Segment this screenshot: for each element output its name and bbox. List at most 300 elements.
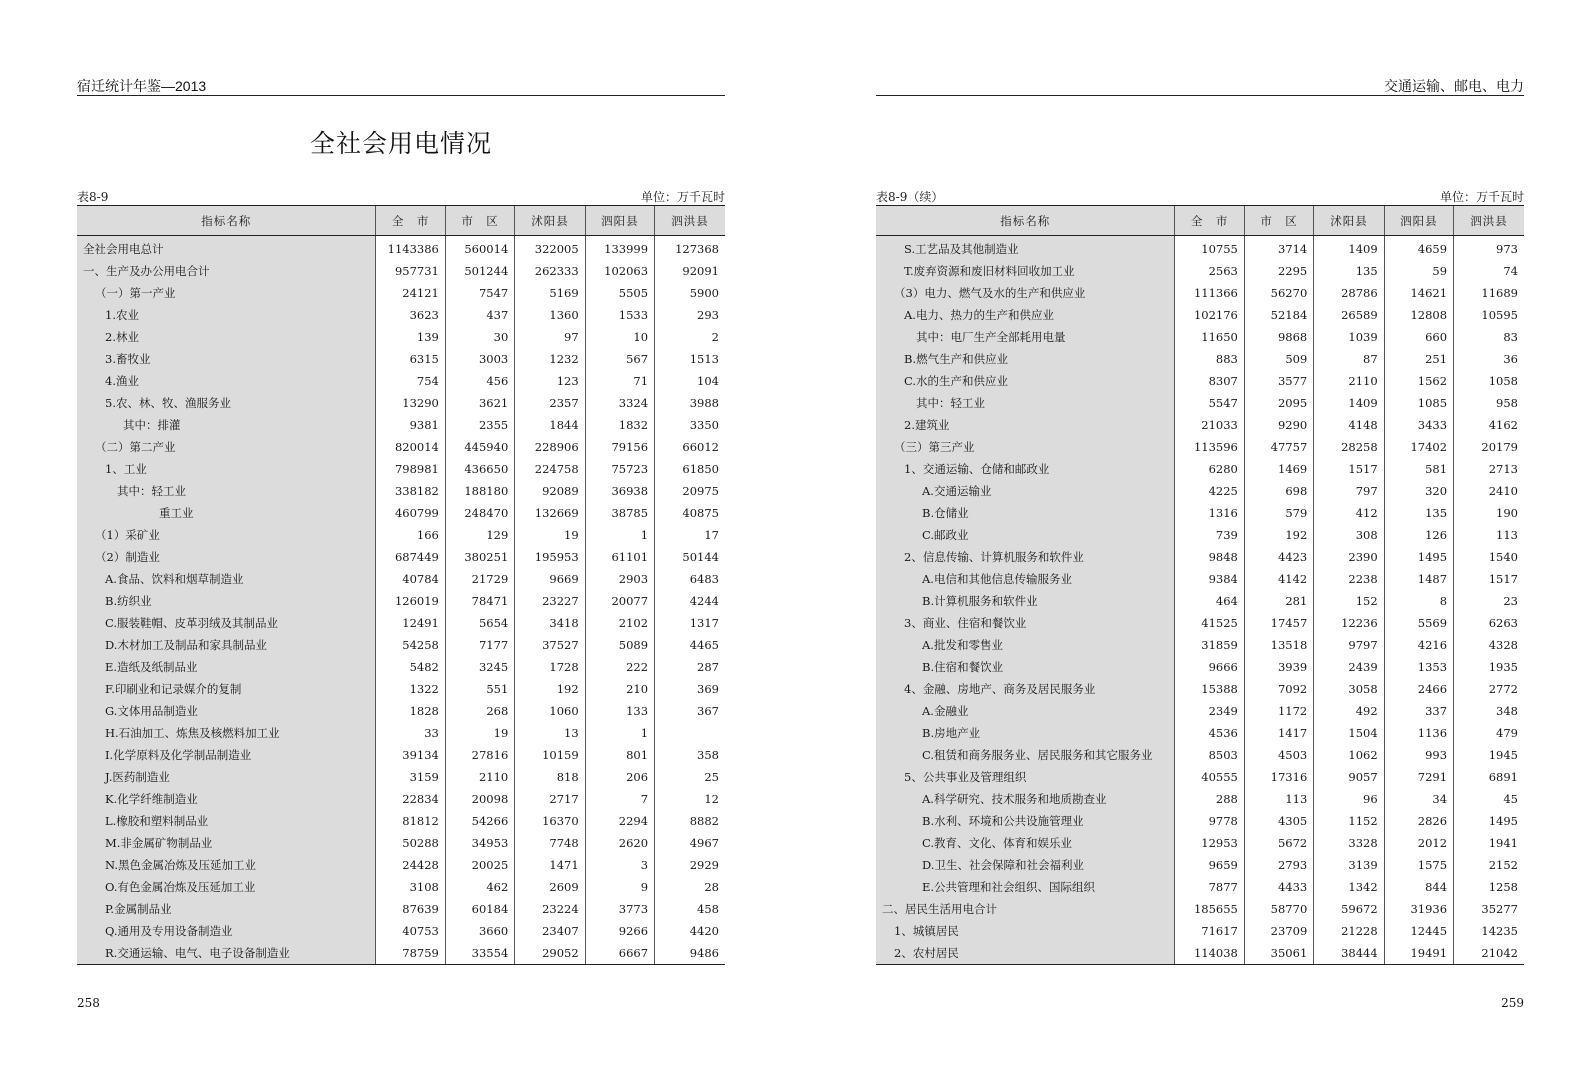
table-cell: 818 bbox=[515, 766, 585, 788]
table-cell: 17402 bbox=[1384, 436, 1453, 458]
table-cell: 2717 bbox=[515, 788, 585, 810]
table-cell: 1 bbox=[585, 524, 654, 546]
running-head-text: 交通运输、邮电、电力 bbox=[1384, 78, 1524, 94]
table-cell: 126019 bbox=[376, 590, 445, 612]
table-row bbox=[876, 480, 1524, 502]
table-cell: 66012 bbox=[655, 436, 725, 458]
table-cell: 820014 bbox=[376, 436, 445, 458]
table-cell: 113 bbox=[1454, 524, 1524, 546]
table-cell: 2295 bbox=[1244, 260, 1313, 282]
table-cell: 17457 bbox=[1244, 612, 1313, 634]
running-head bbox=[876, 76, 1524, 96]
table-cell: 798981 bbox=[376, 458, 445, 480]
table-row bbox=[876, 458, 1524, 480]
table-cell: 2563 bbox=[1175, 260, 1244, 282]
table-cell: 34 bbox=[1384, 788, 1453, 810]
row-label: K.化学纤维制造业 bbox=[77, 788, 376, 810]
table-cell: 2609 bbox=[515, 876, 585, 898]
table-cell: 1533 bbox=[585, 304, 654, 326]
table-cell: 2410 bbox=[1454, 480, 1524, 502]
left-page bbox=[77, 0, 725, 1077]
row-label: 4.渔业 bbox=[77, 370, 376, 392]
table-cell: 4433 bbox=[1244, 876, 1313, 898]
table-cell: 33554 bbox=[445, 942, 514, 965]
table-cell: 551 bbox=[445, 678, 514, 700]
table-cell: 1152 bbox=[1314, 810, 1384, 832]
row-label: C.服装鞋帽、皮革羽绒及其制品业 bbox=[77, 612, 376, 634]
table-cell: 9848 bbox=[1175, 546, 1244, 568]
table-cell: 6263 bbox=[1454, 612, 1524, 634]
table-cell: 4142 bbox=[1244, 568, 1313, 590]
table-cell: 9868 bbox=[1244, 326, 1313, 348]
table-cell: 111366 bbox=[1175, 282, 1244, 304]
table-cell: 6667 bbox=[585, 942, 654, 965]
table-cell: 10755 bbox=[1175, 236, 1244, 261]
table-cell: 74 bbox=[1454, 260, 1524, 282]
row-label: 二、居民生活用电合计 bbox=[876, 898, 1175, 920]
table-cell: 2152 bbox=[1454, 854, 1524, 876]
row-label: S.工艺品及其他制造业 bbox=[876, 236, 1175, 261]
table-row bbox=[876, 678, 1524, 700]
table-cell: 20077 bbox=[585, 590, 654, 612]
row-label: E.公共管理和社会组织、国际组织 bbox=[876, 876, 1175, 898]
table-cell: 4423 bbox=[1244, 546, 1313, 568]
table-cell: 113 bbox=[1244, 788, 1313, 810]
table-cell: 1143386 bbox=[376, 236, 445, 261]
table-cell: 3108 bbox=[376, 876, 445, 898]
row-label: B.住宿和餐饮业 bbox=[876, 656, 1175, 678]
table-cell: 4503 bbox=[1244, 744, 1313, 766]
table-cell: 2903 bbox=[585, 568, 654, 590]
unit-label: 单位：万千瓦时 bbox=[1439, 190, 1524, 204]
table-cell: 3418 bbox=[515, 612, 585, 634]
column-header: 全 市 bbox=[376, 206, 445, 236]
table-cell: 509 bbox=[1244, 348, 1313, 370]
table-row bbox=[77, 392, 725, 414]
table-cell: 1513 bbox=[655, 348, 725, 370]
table-row bbox=[77, 920, 725, 942]
table-cell: 3714 bbox=[1244, 236, 1313, 261]
table-cell: 2439 bbox=[1314, 656, 1384, 678]
row-label: 1、城镇居民 bbox=[876, 920, 1175, 942]
table-cell: 35277 bbox=[1454, 898, 1524, 920]
table-cell: 6483 bbox=[655, 568, 725, 590]
unit-label: 单位：万千瓦时 bbox=[640, 190, 725, 204]
table-cell: 23 bbox=[1454, 590, 1524, 612]
table-cell: 9381 bbox=[376, 414, 445, 436]
row-label: B.纺织业 bbox=[77, 590, 376, 612]
table-cell: 6315 bbox=[376, 348, 445, 370]
table-cell: 9797 bbox=[1314, 634, 1384, 656]
table-cell: 957731 bbox=[376, 260, 445, 282]
table-cell: 135 bbox=[1314, 260, 1384, 282]
table-cell: 61850 bbox=[655, 458, 725, 480]
row-label: P.金属制品业 bbox=[77, 898, 376, 920]
table-row bbox=[77, 282, 725, 304]
row-label: A.电力、热力的生产和供应业 bbox=[876, 304, 1175, 326]
table-cell: 12808 bbox=[1384, 304, 1453, 326]
row-label: 4、金融、房地产、商务及居民服务业 bbox=[876, 678, 1175, 700]
table-cell: 3139 bbox=[1314, 854, 1384, 876]
row-label: F.印刷业和记录媒介的复制 bbox=[77, 678, 376, 700]
table-cell: 6280 bbox=[1175, 458, 1244, 480]
table-cell: 479 bbox=[1454, 722, 1524, 744]
table-cell: 54258 bbox=[376, 634, 445, 656]
table-cell: 21729 bbox=[445, 568, 514, 590]
table-cell: 9666 bbox=[1175, 656, 1244, 678]
table-cell: 38785 bbox=[585, 502, 654, 524]
table-cell: 228906 bbox=[515, 436, 585, 458]
table-row bbox=[876, 788, 1524, 810]
table-cell: 5569 bbox=[1384, 612, 1453, 634]
table-cell: 698 bbox=[1244, 480, 1313, 502]
table-cell: 4225 bbox=[1175, 480, 1244, 502]
table-cell: 192 bbox=[515, 678, 585, 700]
table-cell: 844 bbox=[1384, 876, 1453, 898]
table-cell: 337 bbox=[1384, 700, 1453, 722]
table-header-row bbox=[876, 206, 1524, 236]
table-cell: 28786 bbox=[1314, 282, 1384, 304]
table-cell: 1062 bbox=[1314, 744, 1384, 766]
table-cell: 462 bbox=[445, 876, 514, 898]
table-cell: 248470 bbox=[445, 502, 514, 524]
table-cell: 3939 bbox=[1244, 656, 1313, 678]
table-cell: 75723 bbox=[585, 458, 654, 480]
table-cell: 687449 bbox=[376, 546, 445, 568]
table-cell: 1562 bbox=[1384, 370, 1453, 392]
table-cell: 4148 bbox=[1314, 414, 1384, 436]
table-cell: 3433 bbox=[1384, 414, 1453, 436]
table-cell: 1495 bbox=[1454, 810, 1524, 832]
table-cell: 1353 bbox=[1384, 656, 1453, 678]
table-cell: 3621 bbox=[445, 392, 514, 414]
table-cell: 1060 bbox=[515, 700, 585, 722]
row-label: E.造纸及纸制品业 bbox=[77, 656, 376, 678]
row-label: 全社会用电总计 bbox=[77, 236, 376, 261]
table-cell: 188180 bbox=[445, 480, 514, 502]
table-cell: 1136 bbox=[1384, 722, 1453, 744]
row-label: A.金融业 bbox=[876, 700, 1175, 722]
table-cell: 81812 bbox=[376, 810, 445, 832]
table-row bbox=[876, 568, 1524, 590]
table-cell: 224758 bbox=[515, 458, 585, 480]
table-cell: 61101 bbox=[585, 546, 654, 568]
table-cell: 17 bbox=[655, 524, 725, 546]
table-cell: 660 bbox=[1384, 326, 1453, 348]
table-cell: 17316 bbox=[1244, 766, 1313, 788]
table-cell: 71617 bbox=[1175, 920, 1244, 942]
table-cell: 23224 bbox=[515, 898, 585, 920]
table-cell: 369 bbox=[655, 678, 725, 700]
table-row bbox=[876, 348, 1524, 370]
table-cell: 973 bbox=[1454, 236, 1524, 261]
column-header: 泗阳县 bbox=[1384, 206, 1453, 236]
row-label: （一）第一产业 bbox=[77, 282, 376, 304]
row-label: D.木材加工及制品和家具制品业 bbox=[77, 634, 376, 656]
page-number: 259 bbox=[1501, 996, 1524, 1010]
table-row bbox=[77, 810, 725, 832]
row-label: I.化学原料及化学制品制造业 bbox=[77, 744, 376, 766]
table-cell: 8307 bbox=[1175, 370, 1244, 392]
row-label: 2、信息传输、计算机服务和软件业 bbox=[876, 546, 1175, 568]
table-label: 表8-9（续） bbox=[876, 190, 944, 204]
table-row bbox=[876, 898, 1524, 920]
table-cell: 2466 bbox=[1384, 678, 1453, 700]
table-cell: 8503 bbox=[1175, 744, 1244, 766]
table-row bbox=[876, 832, 1524, 854]
table-cell: 10 bbox=[585, 326, 654, 348]
table-cell: 251 bbox=[1384, 348, 1453, 370]
table-cell: 13290 bbox=[376, 392, 445, 414]
table-cell: 1504 bbox=[1314, 722, 1384, 744]
table-cell: 25 bbox=[655, 766, 725, 788]
row-label: 1.农业 bbox=[77, 304, 376, 326]
table-cell: 5482 bbox=[376, 656, 445, 678]
row-label: B.燃气生产和供应业 bbox=[876, 348, 1175, 370]
table-row bbox=[77, 788, 725, 810]
table-cell: 29052 bbox=[515, 942, 585, 965]
row-label: B.水利、环境和公共设施管理业 bbox=[876, 810, 1175, 832]
table-cell: 1471 bbox=[515, 854, 585, 876]
table-cell: 40753 bbox=[376, 920, 445, 942]
table-cell: 5089 bbox=[585, 634, 654, 656]
table-cell: 22834 bbox=[376, 788, 445, 810]
table-cell: 31936 bbox=[1384, 898, 1453, 920]
table-cell: 1342 bbox=[1314, 876, 1384, 898]
table-cell: 4420 bbox=[655, 920, 725, 942]
table-cell: 1409 bbox=[1314, 392, 1384, 414]
table-cell: 2349 bbox=[1175, 700, 1244, 722]
table-cell: 1 bbox=[585, 722, 654, 744]
row-label: T.废弃资源和废旧材料回收加工业 bbox=[876, 260, 1175, 282]
row-label: 3.畜牧业 bbox=[77, 348, 376, 370]
table-cell: 28258 bbox=[1314, 436, 1384, 458]
table-cell: 3350 bbox=[655, 414, 725, 436]
table-header-row bbox=[77, 206, 725, 236]
table-cell: 60184 bbox=[445, 898, 514, 920]
table-cell: 567 bbox=[585, 348, 654, 370]
table-cell: 10595 bbox=[1454, 304, 1524, 326]
table-cell: 3660 bbox=[445, 920, 514, 942]
table-label: 表8-9 bbox=[77, 190, 109, 204]
row-label: L.橡胶和塑料制品业 bbox=[77, 810, 376, 832]
table-cell: 3159 bbox=[376, 766, 445, 788]
table-cell: 1409 bbox=[1314, 236, 1384, 261]
row-label: （三）第三产业 bbox=[876, 436, 1175, 458]
table-row bbox=[876, 414, 1524, 436]
table-row bbox=[876, 236, 1524, 261]
table-cell: 281 bbox=[1244, 590, 1313, 612]
table-cell: 19491 bbox=[1384, 942, 1453, 965]
table-row bbox=[77, 546, 725, 568]
table-cell: 9486 bbox=[655, 942, 725, 965]
table-cell: 9669 bbox=[515, 568, 585, 590]
table-cell: 37527 bbox=[515, 634, 585, 656]
table-cell: 5505 bbox=[585, 282, 654, 304]
table-cell: 3623 bbox=[376, 304, 445, 326]
row-label: D.卫生、社会保障和社会福利业 bbox=[876, 854, 1175, 876]
table-cell: 1232 bbox=[515, 348, 585, 370]
table-cell: 338182 bbox=[376, 480, 445, 502]
row-label: C.邮政业 bbox=[876, 524, 1175, 546]
table-cell: 56270 bbox=[1244, 282, 1313, 304]
table-cell: 34953 bbox=[445, 832, 514, 854]
table-cell: 11689 bbox=[1454, 282, 1524, 304]
table-cell: 12953 bbox=[1175, 832, 1244, 854]
table-cell: 1417 bbox=[1244, 722, 1313, 744]
table-cell: 3988 bbox=[655, 392, 725, 414]
running-head bbox=[77, 76, 725, 96]
row-label: 5.农、林、牧、渔服务业 bbox=[77, 392, 376, 414]
table-row bbox=[77, 304, 725, 326]
row-label: B.仓储业 bbox=[876, 502, 1175, 524]
table-row bbox=[77, 612, 725, 634]
table-cell: 6891 bbox=[1454, 766, 1524, 788]
table-cell: 460799 bbox=[376, 502, 445, 524]
table-cell: 1039 bbox=[1314, 326, 1384, 348]
table-cell: 9659 bbox=[1175, 854, 1244, 876]
table-cell: 8 bbox=[1384, 590, 1453, 612]
table-cell: 1945 bbox=[1454, 744, 1524, 766]
table-cell: 308 bbox=[1314, 524, 1384, 546]
table-cell: 2095 bbox=[1244, 392, 1313, 414]
table-cell: 2793 bbox=[1244, 854, 1313, 876]
table-row bbox=[876, 656, 1524, 678]
table-cell: 96 bbox=[1314, 788, 1384, 810]
row-label: 3、商业、住宿和餐饮业 bbox=[876, 612, 1175, 634]
table-cell: 560014 bbox=[445, 236, 514, 261]
row-label: B.计算机服务和软件业 bbox=[876, 590, 1175, 612]
table-cell: 21033 bbox=[1175, 414, 1244, 436]
row-label: A.科学研究、技术服务和地质勘查业 bbox=[876, 788, 1175, 810]
table-cell: 10159 bbox=[515, 744, 585, 766]
table-cell: 1469 bbox=[1244, 458, 1313, 480]
table-cell: 412 bbox=[1314, 502, 1384, 524]
table-cell: 114038 bbox=[1175, 942, 1244, 965]
table-cell: 59672 bbox=[1314, 898, 1384, 920]
column-header: 市 区 bbox=[1244, 206, 1313, 236]
table-row bbox=[77, 524, 725, 546]
table-cell: 24121 bbox=[376, 282, 445, 304]
table-cell: 222 bbox=[585, 656, 654, 678]
column-header: 泗洪县 bbox=[1454, 206, 1524, 236]
table-cell: 3058 bbox=[1314, 678, 1384, 700]
table-row bbox=[77, 436, 725, 458]
table-cell: 579 bbox=[1244, 502, 1313, 524]
row-label: A.电信和其他信息传输服务业 bbox=[876, 568, 1175, 590]
row-label: 其中：轻工业 bbox=[876, 392, 1175, 414]
table-row bbox=[77, 722, 725, 744]
table-cell: 5169 bbox=[515, 282, 585, 304]
table-cell: 3245 bbox=[445, 656, 514, 678]
table-cell: 166 bbox=[376, 524, 445, 546]
table-cell: 206 bbox=[585, 766, 654, 788]
table-cell: 30 bbox=[445, 326, 514, 348]
table-cell: 4216 bbox=[1384, 634, 1453, 656]
table-row bbox=[876, 546, 1524, 568]
right-page bbox=[876, 0, 1524, 1077]
row-label: J.医药制造业 bbox=[77, 766, 376, 788]
table-cell: 78759 bbox=[376, 942, 445, 965]
table-cell: 87639 bbox=[376, 898, 445, 920]
table-cell: 50144 bbox=[655, 546, 725, 568]
row-label: 其中：电厂生产全部耗用电量 bbox=[876, 326, 1175, 348]
table-cell: 8882 bbox=[655, 810, 725, 832]
table-cell: 16370 bbox=[515, 810, 585, 832]
table-row bbox=[876, 436, 1524, 458]
table-cell: 104 bbox=[655, 370, 725, 392]
table-row bbox=[77, 414, 725, 436]
table-cell: 14621 bbox=[1384, 282, 1453, 304]
row-label: （二）第二产业 bbox=[77, 436, 376, 458]
table-cell: 1517 bbox=[1314, 458, 1384, 480]
row-label: 5、公共事业及管理组织 bbox=[876, 766, 1175, 788]
table-cell: 436650 bbox=[445, 458, 514, 480]
row-label: N.黑色金属冶炼及压延加工业 bbox=[77, 854, 376, 876]
table-row bbox=[876, 502, 1524, 524]
table-row bbox=[876, 744, 1524, 766]
table-cell: 1540 bbox=[1454, 546, 1524, 568]
table-cell: 133999 bbox=[585, 236, 654, 261]
table-cell: 380251 bbox=[445, 546, 514, 568]
table-cell: 11650 bbox=[1175, 326, 1244, 348]
table-cell: 1487 bbox=[1384, 568, 1453, 590]
row-label: G.文体用品制造业 bbox=[77, 700, 376, 722]
table-cell: 92091 bbox=[655, 260, 725, 282]
table-cell: 1575 bbox=[1384, 854, 1453, 876]
table-row bbox=[77, 898, 725, 920]
table-cell: 5654 bbox=[445, 612, 514, 634]
table-cell: 35061 bbox=[1244, 942, 1313, 965]
table-row bbox=[77, 700, 725, 722]
table-cell: 4465 bbox=[655, 634, 725, 656]
row-label: （3）电力、燃气及水的生产和供应业 bbox=[876, 282, 1175, 304]
table-cell: 581 bbox=[1384, 458, 1453, 480]
row-label: B.房地产业 bbox=[876, 722, 1175, 744]
table-cell: 456 bbox=[445, 370, 514, 392]
table-cell: 92089 bbox=[515, 480, 585, 502]
row-label: （1）采矿业 bbox=[77, 524, 376, 546]
table-cell: 23709 bbox=[1244, 920, 1313, 942]
table-cell: 458 bbox=[655, 898, 725, 920]
table-cell: 12236 bbox=[1314, 612, 1384, 634]
table-cell: 2357 bbox=[515, 392, 585, 414]
row-label: 2、农村居民 bbox=[876, 942, 1175, 965]
table-cell: 1322 bbox=[376, 678, 445, 700]
table-row bbox=[876, 876, 1524, 898]
table-cell: 185655 bbox=[1175, 898, 1244, 920]
table-cell: 1844 bbox=[515, 414, 585, 436]
table-cell: 190 bbox=[1454, 502, 1524, 524]
table-cell: 133 bbox=[585, 700, 654, 722]
table-cell: 5547 bbox=[1175, 392, 1244, 414]
row-label: 一、生产及办公用电合计 bbox=[77, 260, 376, 282]
table-row bbox=[876, 260, 1524, 282]
table-cell: 127368 bbox=[655, 236, 725, 261]
table-cell: 38444 bbox=[1314, 942, 1384, 965]
table-cell: 20975 bbox=[655, 480, 725, 502]
row-label: 其中：轻工业 bbox=[77, 480, 376, 502]
row-label: C.教育、文化、体育和娱乐业 bbox=[876, 832, 1175, 854]
table-cell: 2772 bbox=[1454, 678, 1524, 700]
table-cell: 2110 bbox=[445, 766, 514, 788]
table-cell: 50288 bbox=[376, 832, 445, 854]
table-cell: 1941 bbox=[1454, 832, 1524, 854]
table-cell: 1085 bbox=[1384, 392, 1453, 414]
table-row bbox=[77, 568, 725, 590]
table-row bbox=[77, 766, 725, 788]
table-cell: 1172 bbox=[1244, 700, 1313, 722]
